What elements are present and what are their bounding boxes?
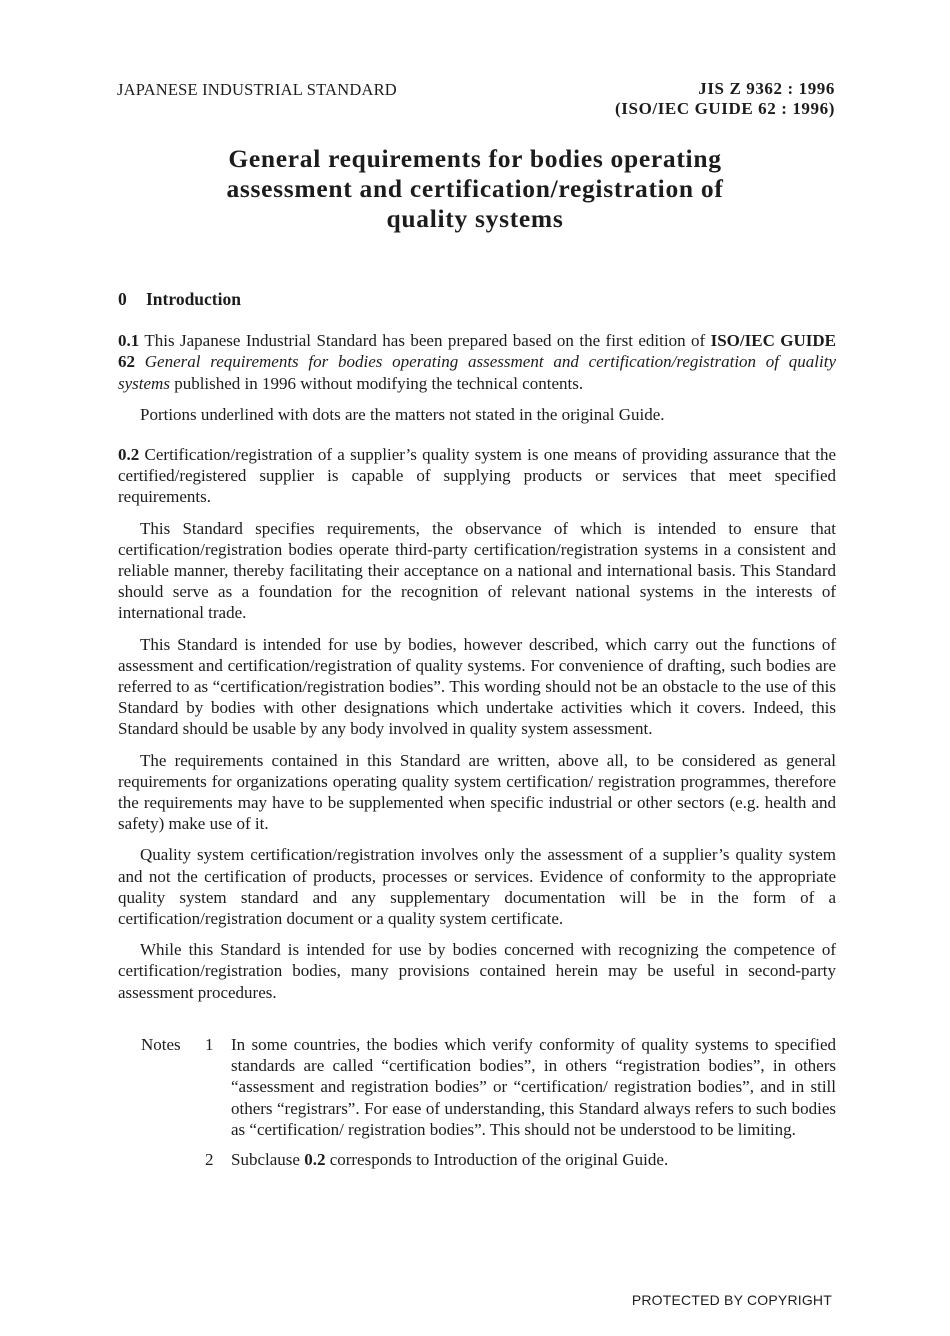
note-number: 2	[205, 1149, 214, 1169]
document-title	[100, 144, 850, 234]
note-text-start: Subclause	[231, 1149, 305, 1169]
clause-number: 0.1	[118, 331, 140, 351]
paragraph: Quality system certification/registration involves only the assessment of a supplier’s quality system and not the certification of products, processes or services. Evidence of conformity to the appropriate quality system standard and any supplementary documentation will be in the form of a certification/registration document or a quality system certificate.	[118, 845, 836, 929]
note-text	[231, 1149, 836, 1170]
paragraph-dotted-note: Portions underlined with dots are the matters not stated in the original Guide.	[140, 404, 665, 424]
clause-number: 0.2	[118, 445, 140, 465]
title-line-2: assessment and certification/registration of	[226, 174, 724, 203]
section-title: Introduction	[146, 289, 241, 309]
section-number: 0	[118, 289, 127, 309]
note-1	[118, 1034, 836, 1140]
std-number: JIS Z 9362 : 1996	[698, 79, 835, 98]
paragraph: This Standard specifies requirements, the observance of which is intended to ensure that certification/registration bodies operate third-party certification/registration systems in a consistent and reliable manner, thereby facilitating their acceptance on a national and international basis. This Standard should serve as a foundation for the recognition of relevant national systems in the interests of international trade.	[118, 518, 836, 623]
subclause-ref: 0.2	[304, 1149, 326, 1169]
note-number: 1	[205, 1034, 214, 1054]
clause-text-end: published in 1996 without modifying the technical contents.	[169, 373, 584, 393]
paragraph: The requirements contained in this Standard are written, above all, to be considered as general requirements for organizations operating quality system certification/ registration programmes, therefore the requirements may have to be supplemented when specific industrial or other sectors (e.g. health and safety) make use of it.	[118, 750, 836, 834]
notes-label: Notes	[141, 1034, 181, 1054]
clause-0-1	[118, 330, 836, 394]
title-line-1: General requirements for bodies operating	[228, 144, 722, 173]
note-text-end: corresponds to Introduction of the original Guide.	[325, 1149, 669, 1169]
title-line-3: quality systems	[386, 204, 564, 233]
clause-0-2	[118, 444, 836, 508]
iso-reference: (ISO/IEC GUIDE 62 : 1996)	[615, 99, 835, 118]
notes-block	[118, 1034, 836, 1170]
notes-label-spacer	[118, 1149, 205, 1170]
copyright-footer: PROTECTED BY COPYRIGHT	[631, 1292, 832, 1308]
note-text: In some countries, the bodies which verify conformity of quality systems to specified standards are called “certification bodies”, in others “registration bodies”, in others “assessment and registration bodies” or “certification/ registration bodies”, and in still others “registrars”. For ease of understanding, this Standard always refers to such bodies as “certification/ registration bodies”. This should not be understood to be limiting.	[231, 1034, 836, 1139]
paragraph: While this Standard is intended for use by bodies concerned with recognizing the competence of certification/registration bodies, many provisions contained herein may be useful in second-party assessment procedures.	[118, 940, 836, 1002]
document-body	[118, 289, 836, 1179]
guide-title: General requirements for bodies operating assessment and certification/registration of quality systems	[118, 352, 836, 393]
header-standard-id	[615, 79, 835, 119]
guide-reference: ISO/IEC GUIDE 62	[118, 331, 837, 372]
paragraph: This Standard is intended for use by bodies, however described, which carry out the functions of assessment and certification/registration of quality systems. For convenience of drafting, such bodies are referred to as “certification/registration bodies”. This wording should not be an obstacle to the use of this Standard by bodies with other designations which undertake activities which it covers. Indeed, this Standard should be usable by any body involved in quality system assessment.	[118, 634, 836, 739]
note-2	[118, 1149, 836, 1170]
section-heading	[118, 289, 836, 310]
clause-text: Certification/registration of a supplier’s quality system is one means of providing assurance that the certified/registered supplier is capable of supplying products or services that meet specified requirements.	[118, 445, 836, 507]
clause-text: This Japanese Industrial Standard has been prepared based on the first edition of	[139, 331, 711, 351]
header-standard-name: JAPANESE INDUSTRIAL STANDARD	[117, 80, 397, 99]
